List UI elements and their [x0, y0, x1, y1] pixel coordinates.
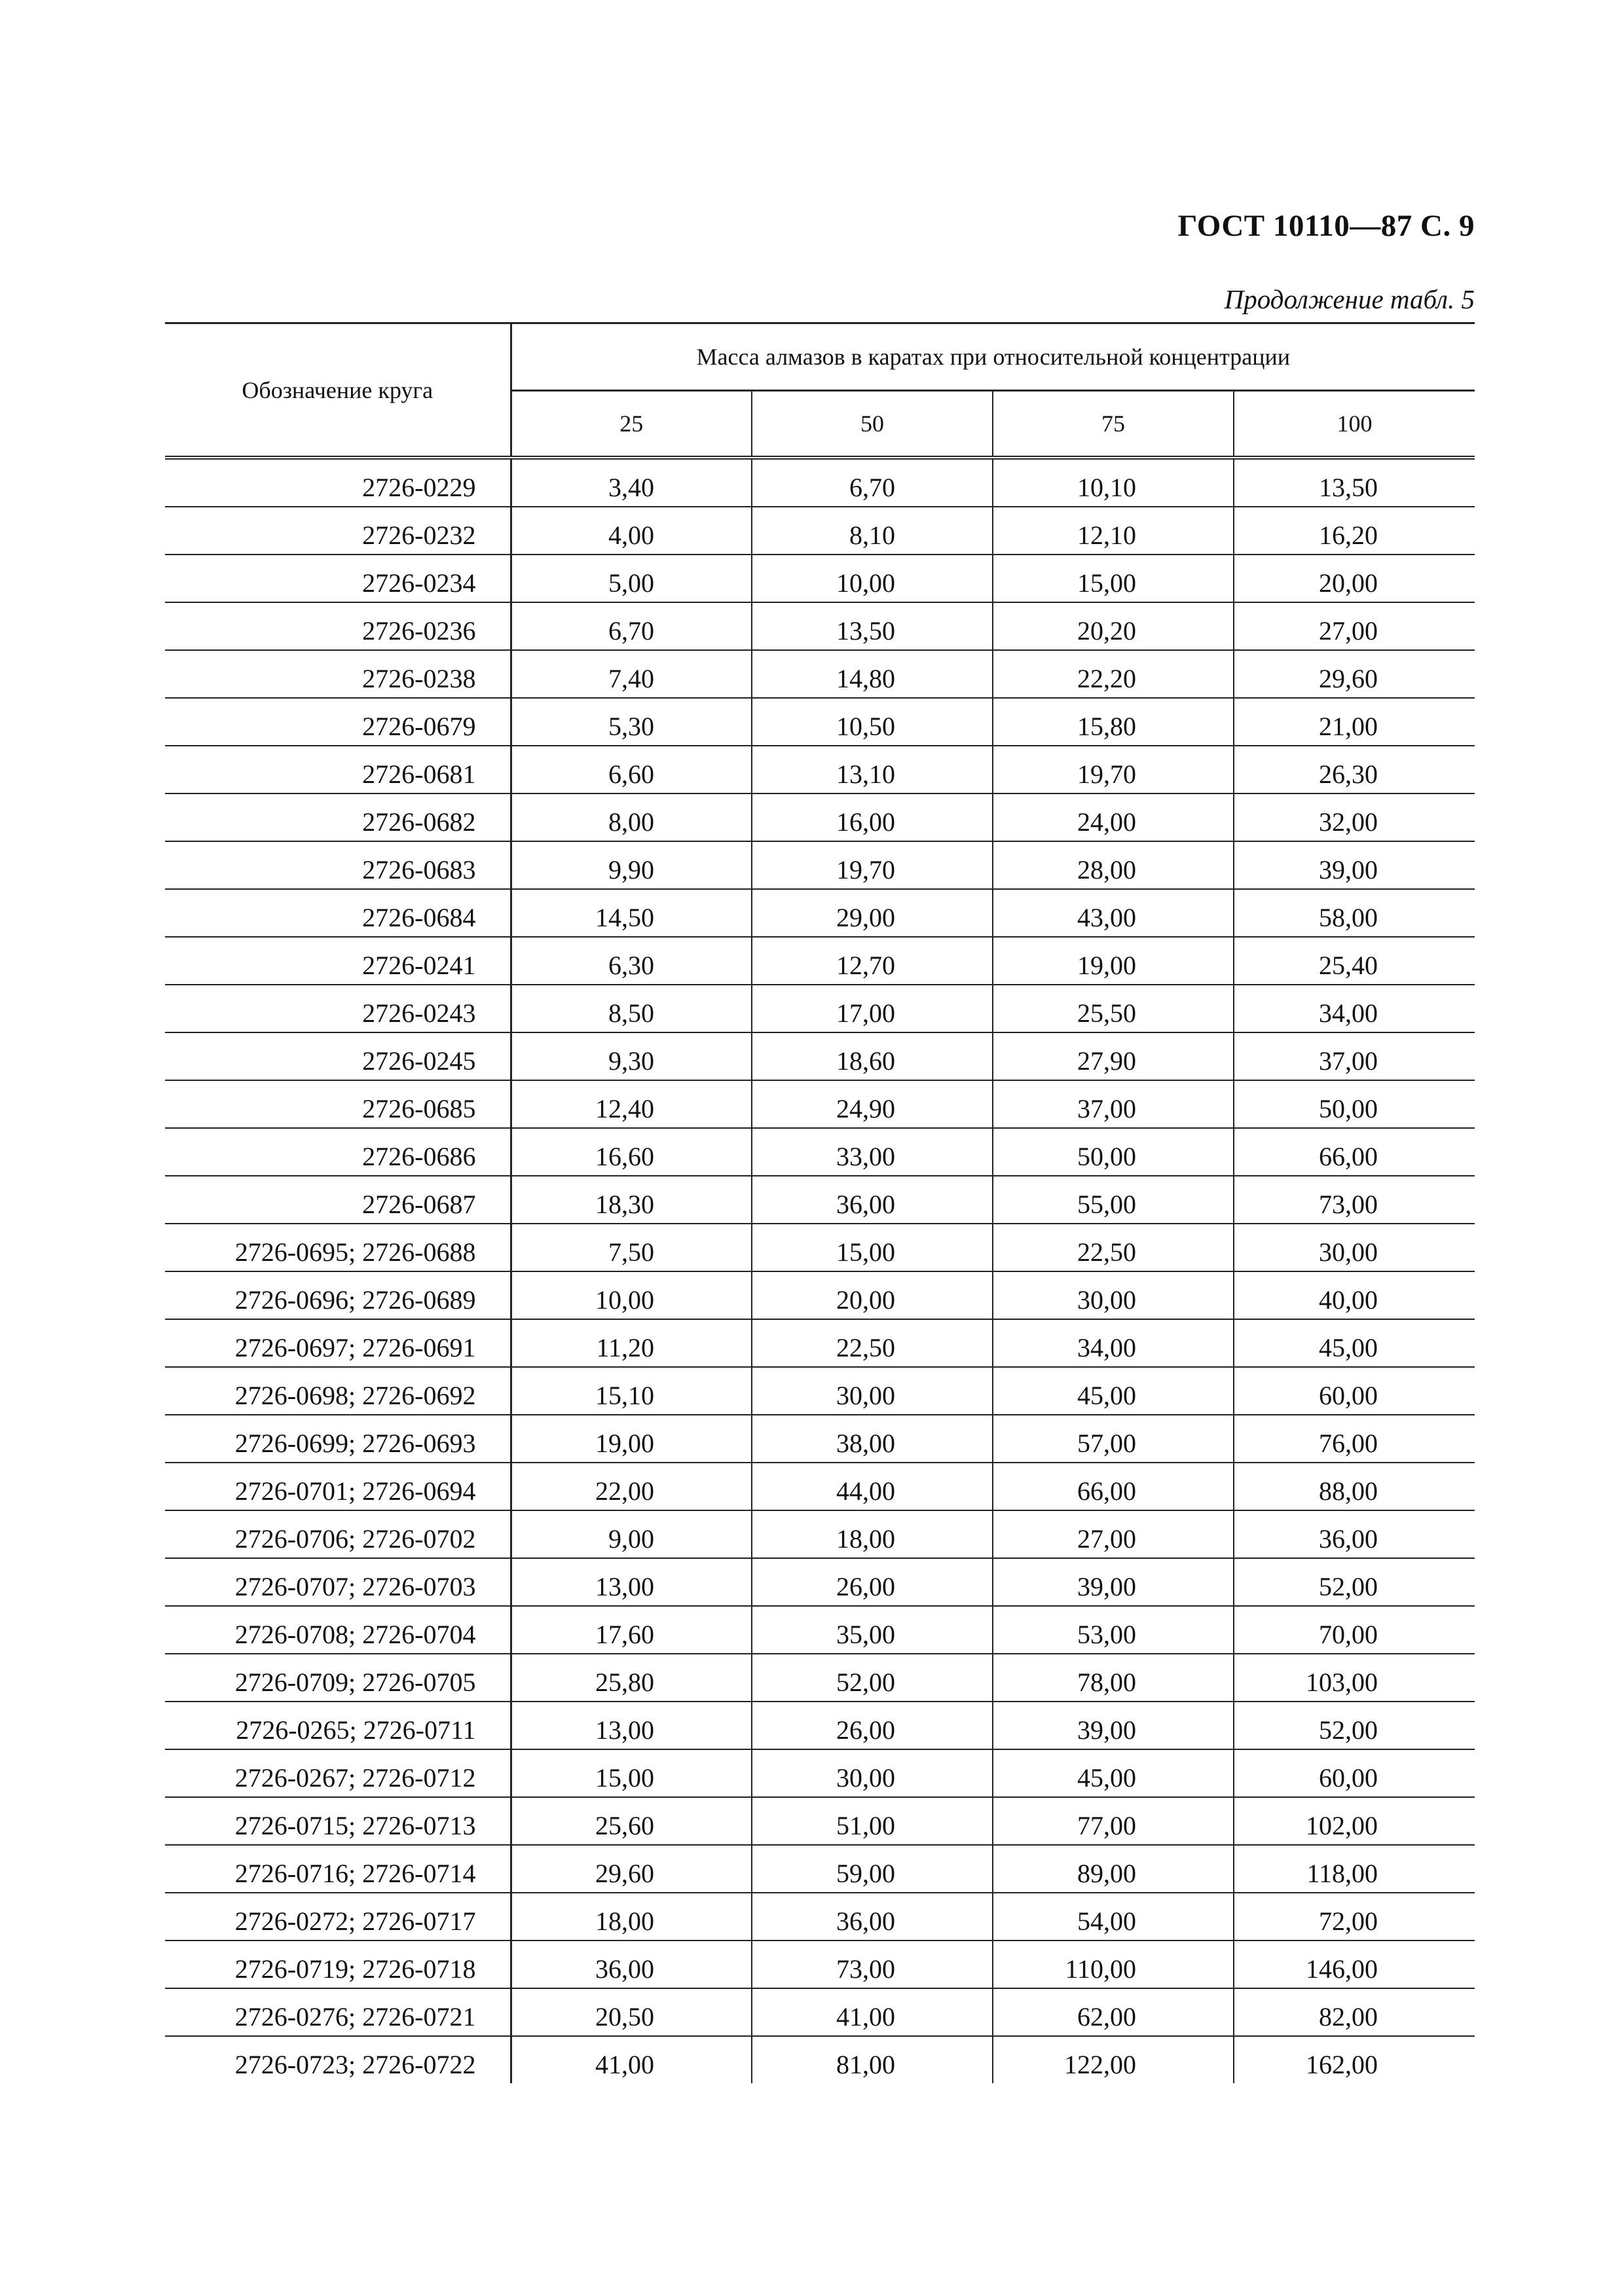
diamond-mass-table [165, 322, 1475, 2083]
mass-cell-25: 13,00 [511, 1702, 752, 1749]
wheel-designation-cell: 2726-0709; 2726-0705 [165, 1654, 511, 1702]
wheel-designation-cell: 2726-0687 [165, 1176, 511, 1224]
mass-cell-50: 18,60 [752, 1032, 993, 1080]
wheel-designation-cell: 2726-0686 [165, 1128, 511, 1176]
table-row [165, 1893, 1475, 1941]
mass-cell-25: 9,90 [511, 841, 752, 889]
table-row [165, 889, 1475, 937]
wheel-designation-cell: 2726-0265; 2726-0711 [165, 1702, 511, 1749]
wheel-designation-cell: 2726-0238 [165, 650, 511, 698]
mass-cell-25: 5,30 [511, 698, 752, 746]
mass-cell-50: 17,00 [752, 985, 993, 1032]
mass-cell-50: 38,00 [752, 1415, 993, 1463]
table-row [165, 1463, 1475, 1510]
table-row [165, 458, 1475, 507]
mass-cell-25: 25,80 [511, 1654, 752, 1702]
mass-cell-75: 27,90 [993, 1032, 1234, 1080]
mass-cell-75: 10,10 [993, 458, 1234, 507]
mass-cell-75: 89,00 [993, 1845, 1234, 1893]
mass-cell-75: 22,20 [993, 650, 1234, 698]
table-row [165, 1941, 1475, 1988]
table-row [165, 985, 1475, 1032]
mass-cell-75: 37,00 [993, 1080, 1234, 1128]
mass-cell-75: 110,00 [993, 1941, 1234, 1988]
mass-cell-100: 58,00 [1234, 889, 1475, 937]
mass-cell-100: 13,50 [1234, 458, 1475, 507]
mass-cell-100: 162,00 [1234, 2036, 1475, 2083]
mass-cell-50: 73,00 [752, 1941, 993, 1988]
mass-cell-75: 30,00 [993, 1271, 1234, 1319]
mass-cell-25: 6,60 [511, 746, 752, 793]
mass-cell-75: 54,00 [993, 1893, 1234, 1941]
mass-cell-100: 26,30 [1234, 746, 1475, 793]
wheel-designation-cell: 2726-0695; 2726-0688 [165, 1224, 511, 1271]
mass-cell-75: 57,00 [993, 1415, 1234, 1463]
mass-cell-25: 8,50 [511, 985, 752, 1032]
mass-cell-75: 28,00 [993, 841, 1234, 889]
name-column-header: Обозначение круга [165, 323, 511, 458]
wheel-designation-cell: 2726-0698; 2726-0692 [165, 1367, 511, 1415]
table-row [165, 1988, 1475, 2036]
wheel-designation-cell: 2726-0276; 2726-0721 [165, 1988, 511, 2036]
mass-cell-50: 13,10 [752, 746, 993, 793]
mass-cell-75: 39,00 [993, 1702, 1234, 1749]
wheel-designation-cell: 2726-0236 [165, 602, 511, 650]
mass-cell-100: 34,00 [1234, 985, 1475, 1032]
wheel-designation-cell: 2726-0708; 2726-0704 [165, 1606, 511, 1654]
table-row [165, 1080, 1475, 1128]
mass-cell-75: 50,00 [993, 1128, 1234, 1176]
mass-cell-25: 18,00 [511, 1893, 752, 1941]
mass-cell-75: 15,00 [993, 555, 1234, 602]
mass-cell-50: 44,00 [752, 1463, 993, 1510]
table-row [165, 602, 1475, 650]
concentration-header-100: 100 [1234, 391, 1475, 458]
mass-cell-25: 11,20 [511, 1319, 752, 1367]
table-row [165, 1749, 1475, 1797]
mass-cell-25: 20,50 [511, 1988, 752, 2036]
wheel-designation-cell: 2726-0699; 2726-0693 [165, 1415, 511, 1463]
mass-cell-100: 27,00 [1234, 602, 1475, 650]
mass-cell-50: 81,00 [752, 2036, 993, 2083]
mass-cell-100: 16,20 [1234, 507, 1475, 555]
wheel-designation-cell: 2726-0267; 2726-0712 [165, 1749, 511, 1797]
table-caption: Продолжение табл. 5 [1224, 284, 1475, 314]
mass-cell-25: 4,00 [511, 507, 752, 555]
table-container [165, 322, 1475, 2083]
mass-cell-75: 77,00 [993, 1797, 1234, 1845]
table-row [165, 1176, 1475, 1224]
wheel-designation-cell: 2726-0716; 2726-0714 [165, 1845, 511, 1893]
mass-cell-25: 15,10 [511, 1367, 752, 1415]
mass-cell-50: 18,00 [752, 1510, 993, 1558]
mass-cell-25: 9,30 [511, 1032, 752, 1080]
mass-cell-100: 146,00 [1234, 1941, 1475, 1988]
mass-cell-100: 72,00 [1234, 1893, 1475, 1941]
wheel-designation-cell: 2726-0719; 2726-0718 [165, 1941, 511, 1988]
wheel-designation-cell: 2726-0272; 2726-0717 [165, 1893, 511, 1941]
mass-cell-50: 35,00 [752, 1606, 993, 1654]
mass-cell-25: 17,60 [511, 1606, 752, 1654]
mass-cell-50: 26,00 [752, 1558, 993, 1606]
table-row [165, 1654, 1475, 1702]
mass-cell-100: 88,00 [1234, 1463, 1475, 1510]
mass-cell-25: 29,60 [511, 1845, 752, 1893]
mass-cell-50: 10,50 [752, 698, 993, 746]
mass-cell-100: 52,00 [1234, 1558, 1475, 1606]
table-row [165, 1271, 1475, 1319]
table-row [165, 937, 1475, 985]
mass-cell-75: 45,00 [993, 1367, 1234, 1415]
wheel-designation-cell: 2726-0707; 2726-0703 [165, 1558, 511, 1606]
table-row [165, 1128, 1475, 1176]
mass-cell-50: 29,00 [752, 889, 993, 937]
mass-cell-50: 52,00 [752, 1654, 993, 1702]
mass-cell-100: 118,00 [1234, 1845, 1475, 1893]
mass-cell-50: 20,00 [752, 1271, 993, 1319]
mass-cell-100: 21,00 [1234, 698, 1475, 746]
mass-cell-50: 30,00 [752, 1367, 993, 1415]
wheel-designation-cell: 2726-0684 [165, 889, 511, 937]
wheel-designation-cell: 2726-0723; 2726-0722 [165, 2036, 511, 2083]
mass-cell-75: 15,80 [993, 698, 1234, 746]
mass-cell-75: 24,00 [993, 793, 1234, 841]
mass-cell-25: 10,00 [511, 1271, 752, 1319]
mass-cell-100: 66,00 [1234, 1128, 1475, 1176]
mass-cell-25: 25,60 [511, 1797, 752, 1845]
mass-cell-100: 52,00 [1234, 1702, 1475, 1749]
table-row [165, 1606, 1475, 1654]
table-row [165, 650, 1475, 698]
table-row [165, 1702, 1475, 1749]
wheel-designation-cell: 2726-0229 [165, 458, 511, 507]
mass-cell-50: 19,70 [752, 841, 993, 889]
mass-cell-50: 16,00 [752, 793, 993, 841]
table-row [165, 1558, 1475, 1606]
mass-cell-100: 102,00 [1234, 1797, 1475, 1845]
table-row [165, 1032, 1475, 1080]
mass-cell-100: 73,00 [1234, 1176, 1475, 1224]
mass-cell-100: 70,00 [1234, 1606, 1475, 1654]
mass-cell-75: 12,10 [993, 507, 1234, 555]
table-row [165, 698, 1475, 746]
mass-cell-100: 45,00 [1234, 1319, 1475, 1367]
wheel-designation-cell: 2726-0679 [165, 698, 511, 746]
wheel-designation-cell: 2726-0241 [165, 937, 511, 985]
mass-cell-50: 41,00 [752, 1988, 993, 2036]
concentration-header-75: 75 [993, 391, 1234, 458]
table-row [165, 1845, 1475, 1893]
mass-cell-75: 25,50 [993, 985, 1234, 1032]
mass-cell-25: 7,50 [511, 1224, 752, 1271]
wheel-designation-cell: 2726-0706; 2726-0702 [165, 1510, 511, 1558]
mass-cell-100: 29,60 [1234, 650, 1475, 698]
mass-cell-25: 14,50 [511, 889, 752, 937]
mass-cell-25: 9,00 [511, 1510, 752, 1558]
wheel-designation-cell: 2726-0243 [165, 985, 511, 1032]
table-row [165, 1367, 1475, 1415]
mass-cell-100: 103,00 [1234, 1654, 1475, 1702]
mass-cell-25: 18,30 [511, 1176, 752, 1224]
table-row [165, 1510, 1475, 1558]
mass-cell-50: 36,00 [752, 1893, 993, 1941]
table-row [165, 555, 1475, 602]
mass-cell-100: 82,00 [1234, 1988, 1475, 2036]
wheel-designation-cell: 2726-0697; 2726-0691 [165, 1319, 511, 1367]
mass-cell-75: 45,00 [993, 1749, 1234, 1797]
table-row [165, 746, 1475, 793]
wheel-designation-cell: 2726-0701; 2726-0694 [165, 1463, 511, 1510]
mass-cell-50: 12,70 [752, 937, 993, 985]
table-row [165, 1319, 1475, 1367]
wheel-designation-cell: 2726-0696; 2726-0689 [165, 1271, 511, 1319]
mass-cell-25: 16,60 [511, 1128, 752, 1176]
mass-cell-25: 7,40 [511, 650, 752, 698]
mass-cell-75: 53,00 [993, 1606, 1234, 1654]
mass-cell-25: 5,00 [511, 555, 752, 602]
mass-cell-25: 3,40 [511, 458, 752, 507]
mass-cell-75: 27,00 [993, 1510, 1234, 1558]
wheel-designation-cell: 2726-0682 [165, 793, 511, 841]
table-row [165, 2036, 1475, 2083]
mass-cell-25: 15,00 [511, 1749, 752, 1797]
mass-cell-50: 14,80 [752, 650, 993, 698]
mass-cell-50: 51,00 [752, 1797, 993, 1845]
concentration-group-header: Масса алмазов в каратах при относительной концентрации [511, 323, 1475, 391]
mass-cell-100: 20,00 [1234, 555, 1475, 602]
mass-cell-75: 19,70 [993, 746, 1234, 793]
wheel-designation-cell: 2726-0245 [165, 1032, 511, 1080]
mass-cell-100: 60,00 [1234, 1749, 1475, 1797]
table-row [165, 841, 1475, 889]
mass-cell-50: 15,00 [752, 1224, 993, 1271]
table-body [165, 458, 1475, 2083]
mass-cell-100: 36,00 [1234, 1510, 1475, 1558]
wheel-designation-cell: 2726-0685 [165, 1080, 511, 1128]
mass-cell-75: 22,50 [993, 1224, 1234, 1271]
mass-cell-50: 30,00 [752, 1749, 993, 1797]
table-row [165, 1797, 1475, 1845]
wheel-designation-cell: 2726-0232 [165, 507, 511, 555]
mass-cell-50: 33,00 [752, 1128, 993, 1176]
table-row [165, 507, 1475, 555]
mass-cell-100: 25,40 [1234, 937, 1475, 985]
table-row [165, 1415, 1475, 1463]
mass-cell-25: 6,30 [511, 937, 752, 985]
wheel-designation-cell: 2726-0681 [165, 746, 511, 793]
mass-cell-75: 66,00 [993, 1463, 1234, 1510]
mass-cell-50: 13,50 [752, 602, 993, 650]
mass-cell-100: 30,00 [1234, 1224, 1475, 1271]
mass-cell-25: 6,70 [511, 602, 752, 650]
mass-cell-100: 37,00 [1234, 1032, 1475, 1080]
mass-cell-50: 8,10 [752, 507, 993, 555]
wheel-designation-cell: 2726-0683 [165, 841, 511, 889]
mass-cell-50: 26,00 [752, 1702, 993, 1749]
mass-cell-100: 50,00 [1234, 1080, 1475, 1128]
mass-cell-50: 10,00 [752, 555, 993, 602]
mass-cell-75: 19,00 [993, 937, 1234, 985]
mass-cell-25: 13,00 [511, 1558, 752, 1606]
mass-cell-50: 36,00 [752, 1176, 993, 1224]
mass-cell-50: 24,90 [752, 1080, 993, 1128]
mass-cell-75: 55,00 [993, 1176, 1234, 1224]
table-row [165, 793, 1475, 841]
mass-cell-25: 12,40 [511, 1080, 752, 1128]
mass-cell-75: 43,00 [993, 889, 1234, 937]
mass-cell-75: 62,00 [993, 1988, 1234, 2036]
concentration-header-25: 25 [619, 410, 644, 437]
mass-cell-100: 32,00 [1234, 793, 1475, 841]
mass-cell-75: 34,00 [993, 1319, 1234, 1367]
mass-cell-75: 122,00 [993, 2036, 1234, 2083]
mass-cell-100: 60,00 [1234, 1367, 1475, 1415]
mass-cell-25: 19,00 [511, 1415, 752, 1463]
page-header: ГОСТ 10110—87 С. 9 [1177, 209, 1475, 243]
mass-cell-25: 36,00 [511, 1941, 752, 1988]
mass-cell-25: 41,00 [595, 2050, 654, 2079]
mass-cell-75: 39,00 [993, 1558, 1234, 1606]
wheel-designation-cell: 2726-0715; 2726-0713 [165, 1797, 511, 1845]
concentration-header-50: 50 [752, 391, 993, 458]
mass-cell-100: 39,00 [1234, 841, 1475, 889]
mass-cell-25: 8,00 [511, 793, 752, 841]
mass-cell-75: 20,20 [993, 602, 1234, 650]
mass-cell-50: 59,00 [752, 1845, 993, 1893]
table-row [165, 1224, 1475, 1271]
mass-cell-25: 22,00 [511, 1463, 752, 1510]
mass-cell-75: 78,00 [993, 1654, 1234, 1702]
mass-cell-100: 76,00 [1234, 1415, 1475, 1463]
wheel-designation-cell: 2726-0234 [165, 555, 511, 602]
mass-cell-100: 40,00 [1234, 1271, 1475, 1319]
mass-cell-50: 6,70 [752, 458, 993, 507]
mass-cell-50: 22,50 [752, 1319, 993, 1367]
